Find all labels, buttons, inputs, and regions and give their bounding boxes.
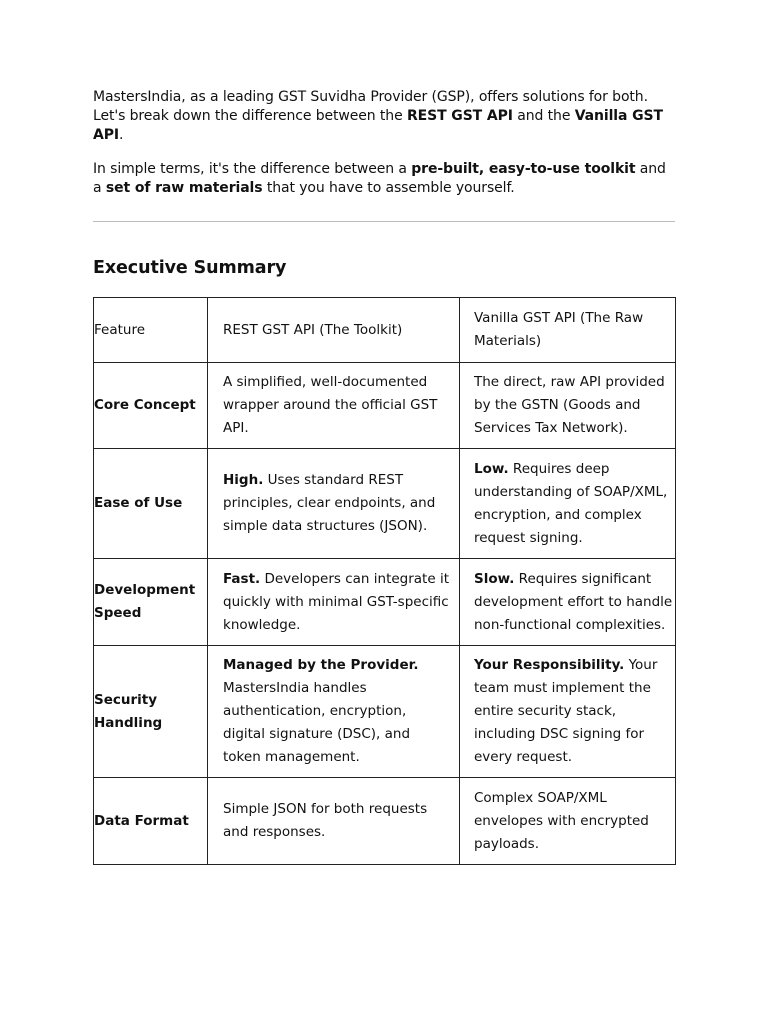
feature-cell: Core Concept: [94, 363, 208, 449]
rest-cell: Fast. Developers can integrate it quickly with minimal GST-specific knowledge.: [208, 559, 460, 646]
table-header-row: [94, 298, 676, 363]
feature-cell: Ease of Use: [94, 449, 208, 559]
feature-cell: Development Speed: [94, 559, 208, 646]
toolkit-term: pre-built, easy-to-use toolkit: [411, 161, 636, 177]
header-cell-feature: Feature: [94, 298, 208, 363]
comparison-table: [93, 297, 676, 865]
vanilla-cell: Your Responsibility. Your team must implement the entire security stack, including DSC signing for every request.: [460, 646, 676, 778]
intro-paragraph-1: [93, 88, 675, 145]
table-row: [94, 778, 676, 865]
intro-paragraph-2: [93, 160, 675, 198]
article-body: [93, 88, 675, 198]
table-row: [94, 646, 676, 778]
rest-cell: Simple JSON for both requests and responses.: [208, 778, 460, 865]
vanilla-api-term: Vanilla GST API: [93, 108, 663, 143]
vanilla-cell: Low. Requires deep understanding of SOAP/XML, encryption, and complex request signing.: [460, 449, 676, 559]
intro-text: .: [119, 127, 124, 143]
intro-text: and a: [93, 161, 666, 196]
intro-text: MastersIndia, as a leading GST Suvidha Provider (GSP), offers solutions for both. Let's break down the difference between the: [93, 89, 648, 124]
intro-text: In simple terms, it's the difference between a: [93, 161, 412, 177]
rest-cell: A simplified, well-documented wrapper around the official GST API.: [208, 363, 460, 449]
feature-cell: Data Format: [94, 778, 208, 865]
header-cell-rest: REST GST API (The Toolkit): [208, 298, 460, 363]
vanilla-cell: Slow. Requires significant development effort to handle non-functional complexities.: [460, 559, 676, 646]
table-row: [94, 449, 676, 559]
intro-text: and the: [512, 108, 575, 124]
raw-materials-term: set of raw materials: [105, 180, 263, 196]
rest-cell: High. Uses standard REST principles, clear endpoints, and simple data structures (JSON).: [208, 449, 460, 559]
rest-cell: Managed by the Provider. MastersIndia handles authentication, encryption, digital signature (DSC), and token management.: [208, 646, 460, 778]
feature-cell: Security Handling: [94, 646, 208, 778]
vanilla-cell: The direct, raw API provided by the GSTN (Goods and Services Tax Network).: [460, 363, 676, 449]
section-divider: [93, 221, 675, 222]
intro-text: that you have to assemble yourself.: [262, 180, 515, 196]
table-row: [94, 559, 676, 646]
rest-api-term: REST GST API: [406, 108, 513, 124]
section-heading: Executive Summary: [93, 258, 287, 278]
table-row: [94, 363, 676, 449]
vanilla-cell: Complex SOAP/XML envelopes with encrypted payloads.: [460, 778, 676, 865]
header-cell-vanilla: Vanilla GST API (The Raw Materials): [460, 298, 676, 363]
